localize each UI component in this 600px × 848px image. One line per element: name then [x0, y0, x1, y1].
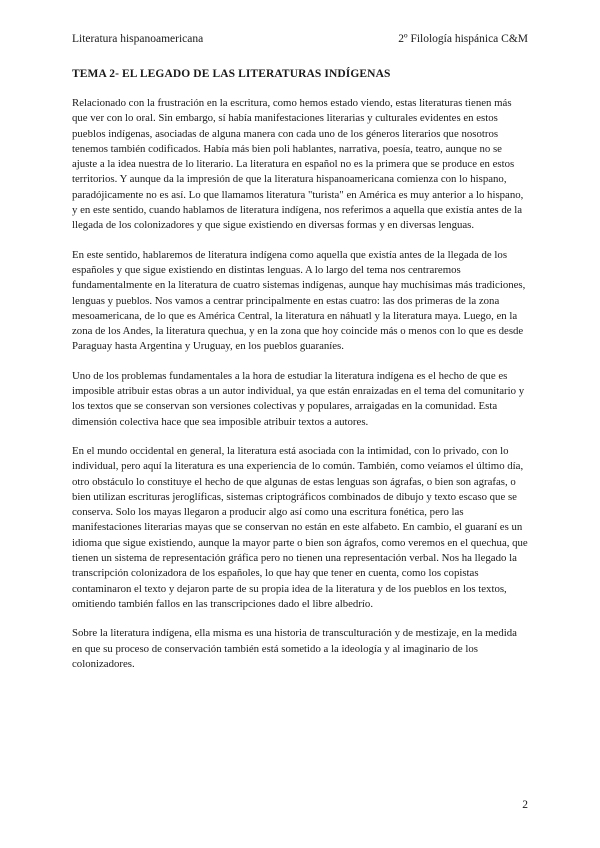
header-program-name: 2º Filología hispánica C&M	[398, 33, 528, 45]
paragraph: Sobre la literatura indígena, ella misma es una historia de transculturación y de mestizaje, en la medida en que su proceso de conservación también está sometido a la ideología y al imaginario de los colonizadores.	[72, 627, 517, 670]
page-header	[72, 33, 528, 45]
paragraph: Relacionado con la frustración en la escritura, como hemos estado viendo, estas literaturas tienen más que ver con lo oral. Sin embargo, sí había manifestaciones literarias y culturales evidentes en estos pueblos indígenas, asociadas de alguna manera con cada uno de los géneros literarios que nosotros tenemos también codificados. Había más bien poli hablantes, narrativa, poesía, teatro, aunque no se ajuste a la idea nuestra de lo literario. La literatura en español no es la primera que se produce en estos territorios. Y aunque da la impresión de que la literatura hispanoamericana comienza con lo hispano, paradójicamente no es así. Lo que llamamos literatura "turista" en América es muy anterior a lo hispano, y en este sentido, cuando hablamos de literatura indígena, nos referimos a aquella que existía antes de la llegada de los colonizadores y que sigue existiendo en diversas formas y en diversas lenguas.	[72, 97, 524, 232]
section-title: TEMA 2- EL LEGADO DE LAS LITERATURAS INDÍGENAS	[72, 68, 391, 80]
paragraph: En el mundo occidental en general, la literatura está asociada con la intimidad, con lo privado, con lo individual, pero aquí la literatura es una experiencia de lo común. También, como veíamos el último día, otro obstáculo lo constituye el hecho de que algunas de estas lenguas son ágrafas, o bien son agrafas, o bien utilizan escrituras jeroglíficas, sistemas criptográficos combinados de dibujo y texto escaso que se conserva. Solo los mayas llegaron a producir algo así como una escritura fonética, pero las manifestaciones literarias mayas que se conservan no están en este alfabeto. En cambio, el guaraní es un idioma que sigue existiendo, aunque la mayor parte o bien son ágrafos, como veremos en el quechua, que tienen un sistema de representación gráfica pero no tienen una representación verbal. Nos ha llegado la transcripción colonizadora de los españoles, lo que hay que tener en cuenta, como los copistas contaminaron el texto y dejaron parte de su propia idea de la literatura y de los pueblos en los textos, omitiendo también fallos en las transcripciones dado el libre albedrío.	[72, 444, 528, 610]
paragraph: En este sentido, hablaremos de literatura indígena como aquella que existía antes de la llegada de los españoles y que sigue existiendo en distintas lenguas. A lo largo del tema nos centraremos fundamentalmente en la literatura de cuatro sistemas indígenas, aunque hay muchísimas más tradiciones, lenguas y pueblos. Nos vamos a centrar principalmente en estas cuatro: las dos primeras de la zona mesoamericana, de lo que es América Central, la literatura en náhuatl y la literatura maya. Luego, en la zona de los Andes, la literatura quechua, y en la zona que hoy coincide más o menos con lo que es desde Paraguay hasta Argentina y Uruguay, en los pueblos guaraníes.	[72, 248, 526, 353]
document-body	[72, 68, 528, 686]
header-course-name: Literatura hispanoamericana	[72, 33, 204, 45]
paragraph: Uno de los problemas fundamentales a la hora de estudiar la literatura indígena es el hecho de que es imposible atribuir estas obras a un autor individual, ya que están enraizadas en el tema del comunitario y los textos que se conservan son versiones colectivas y populares, arraigadas en la comunidad. Esta dimensión colectiva hace que sea imposible atribuir textos a autores.	[72, 369, 525, 428]
page-number: 2	[522, 799, 528, 811]
